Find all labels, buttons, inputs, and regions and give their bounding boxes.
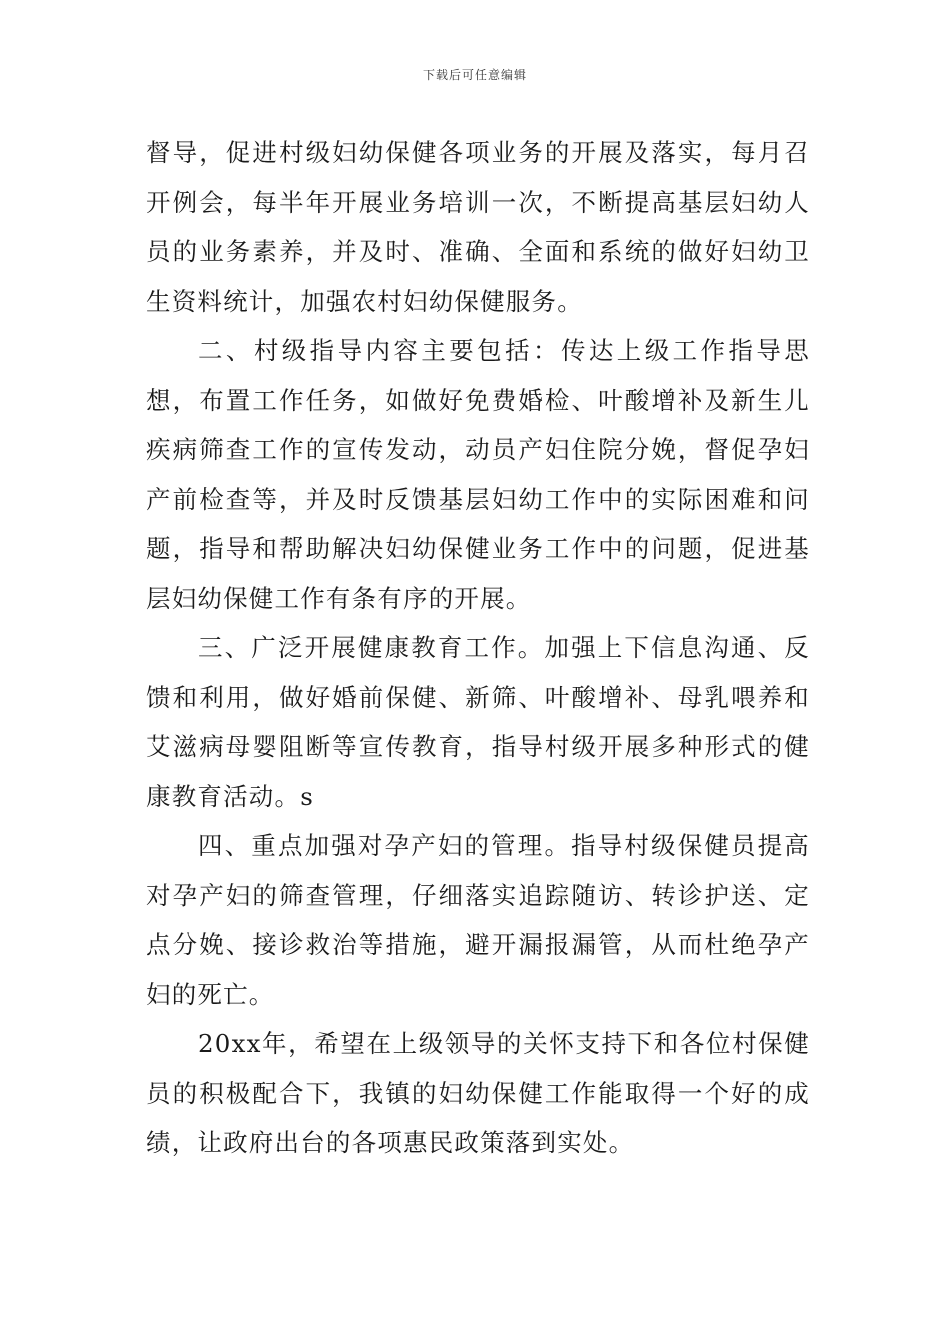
paragraph-4: 四、重点加强对孕产妇的管理。指导村级保健员提高对孕产妇的筛查管理，仔细落实追踪随访、转诊护送、定点分娩、接诊救治等措施，避开漏报漏管，从而杜绝孕产妇的死亡。: [146, 831, 810, 1009]
paragraph-5: 20xx年，希望在上级领导的关怀支持下和各位村保健员的积极配合下，我镇的妇幼保健工作能取得一个好的成绩，让政府出台的各项惠民政策落到实处。: [146, 1029, 810, 1157]
paragraph-1: 督导，促进村级妇幼保健各项业务的开展及落实，每月召开例会，每半年开展业务培训一次，不断提高基层妇幼人员的业务素养，并及时、准确、全面和系统的做好妇幼卫生资料统计，加强农村妇幼保健服务。: [146, 138, 810, 316]
document-body: [146, 128, 810, 1168]
paragraph-3: 三、广泛开展健康教育工作。加强上下信息沟通、反馈和利用，做好婚前保健、新筛、叶酸增补、母乳喂养和艾滋病母婴阻断等宣传教育，指导村级开展多种形式的健康教育活动。s: [146, 633, 810, 811]
header-note: 下载后可任意编辑: [422, 68, 527, 82]
paragraph-2: 二、村级指导内容主要包括：传达上级工作指导思想，布置工作任务，如做好免费婚检、叶酸增补及新生儿疾病筛查工作的宣传发动，动员产妇住院分娩，督促孕妇产前检查等，并及时反馈基层妇幼工作中的实际困难和问题，指导和帮助解决妇幼保健业务工作中的问题，促进基层妇幼保健工作有条有序的开展。: [146, 336, 810, 613]
